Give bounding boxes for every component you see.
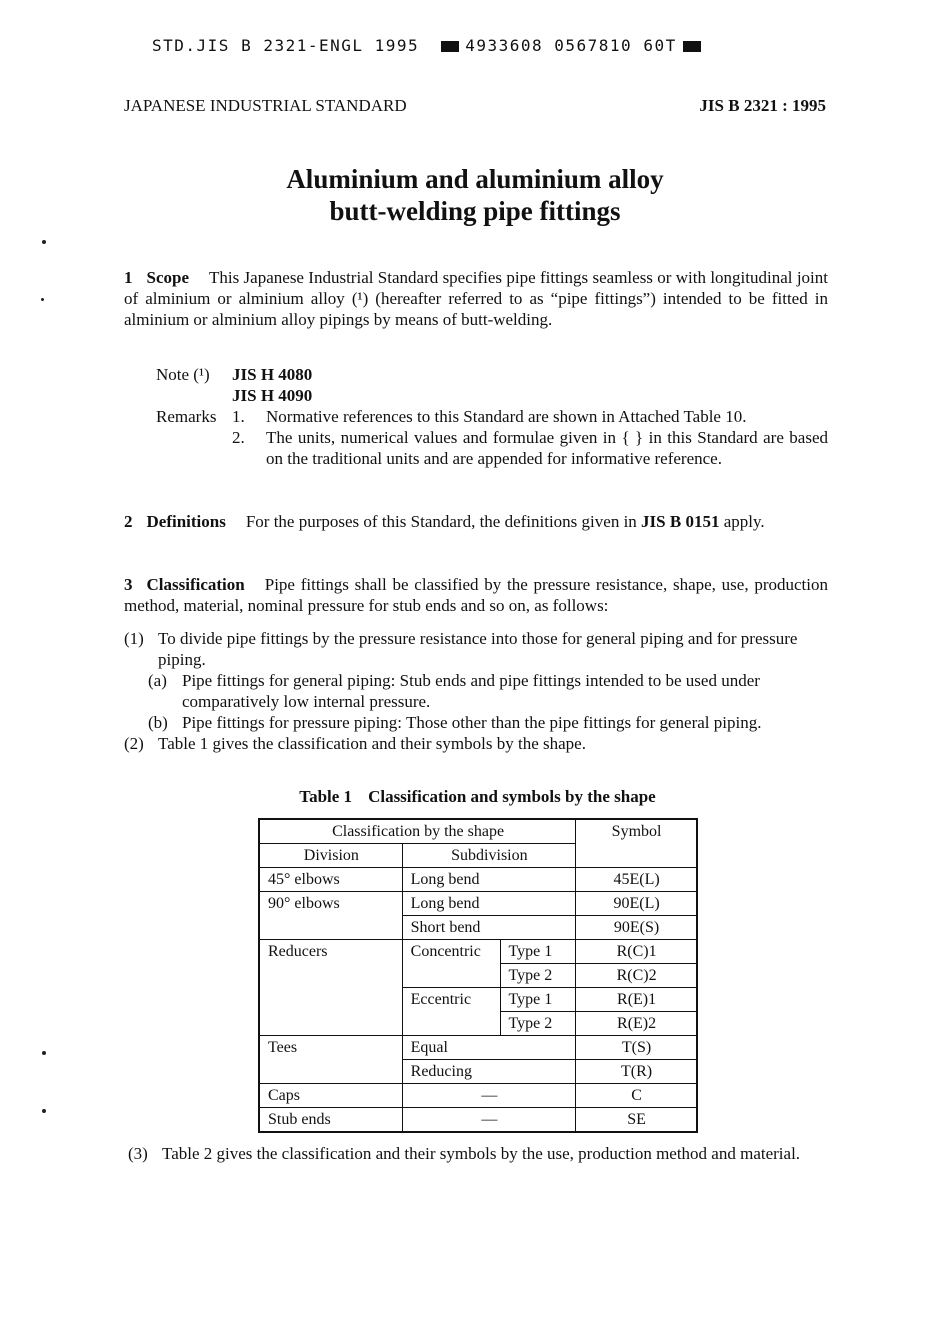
section-classification <box>124 574 828 616</box>
division-cell: Tees <box>259 1036 402 1084</box>
black-bar-mark <box>441 41 459 52</box>
document-title <box>0 163 950 227</box>
header-symbol: Symbol <box>576 819 697 868</box>
list-item <box>124 628 828 670</box>
symbol-cell: 45E(L) <box>576 868 697 892</box>
list-item <box>124 712 828 733</box>
table-title: Classification and symbols by the shape <box>368 787 656 806</box>
list-text: Pipe fittings for general piping: Stub ends and pipe fittings intended to be used under comparatively low internal pressure. <box>182 671 760 711</box>
table-header-row <box>259 819 697 844</box>
list-text: Table 2 gives the classification and their symbols by the use, production method and material. <box>162 1144 801 1163</box>
subdivision-cell: — <box>402 1108 575 1133</box>
division-cell: Reducers <box>259 940 402 1036</box>
symbol-cell: 90E(S) <box>576 916 697 940</box>
type-cell: Type 1 <box>500 940 576 964</box>
remark-text: The units, numerical values and formulae given in { } in this Standard are based on the traditional units and are appended for informative reference. <box>266 428 828 468</box>
division-cell: Caps <box>259 1084 402 1108</box>
section-text-end: apply. <box>723 512 765 531</box>
scan-speck <box>42 1109 46 1113</box>
black-bar-mark <box>683 41 701 52</box>
division-cell: 90° elbows <box>259 892 402 940</box>
type-cell: Type 1 <box>500 988 576 1012</box>
list-marker: (2) <box>124 734 144 753</box>
section-text: For the purposes of this Standard, the definitions given in <box>245 512 637 531</box>
type-cell: Type 2 <box>500 1012 576 1036</box>
document-id-line <box>152 36 752 55</box>
symbol-cell: T(S) <box>576 1036 697 1060</box>
table-row <box>259 868 697 892</box>
symbol-cell: R(E)2 <box>576 1012 697 1036</box>
table-row <box>259 1108 697 1133</box>
remarks-block <box>156 406 828 469</box>
section-heading: Classification <box>146 575 245 594</box>
table-row <box>259 892 697 916</box>
table-row <box>259 940 697 964</box>
list-marker: (3) <box>128 1144 148 1163</box>
symbol-cell: C <box>576 1084 697 1108</box>
standard-number: JIS B 2321 : 1995 <box>699 96 826 115</box>
symbol-cell: 90E(L) <box>576 892 697 916</box>
scan-speck <box>42 240 46 244</box>
classification-list-continued <box>128 1143 832 1164</box>
section-number: 3 <box>124 575 133 594</box>
symbol-cell: R(E)1 <box>576 988 697 1012</box>
subdivision-cell: Eccentric <box>402 988 500 1036</box>
list-item <box>128 1143 832 1164</box>
header-division: Division <box>259 844 402 868</box>
remark-number: 1. <box>232 407 245 426</box>
section-number: 1 <box>124 268 133 287</box>
subdivision-cell: Long bend <box>402 892 575 916</box>
list-text: To divide pipe fittings by the pressure resistance into those for general piping and for pressure piping. <box>158 629 798 669</box>
header-classification: Classification by the shape <box>259 819 576 844</box>
remark-number: 2. <box>232 428 245 447</box>
remark-item <box>156 427 828 469</box>
subdivision-cell: Reducing <box>402 1060 575 1084</box>
standard-body-label: JAPANESE INDUSTRIAL STANDARD <box>124 96 407 115</box>
section-heading: Scope <box>146 268 189 287</box>
subdivision-cell: Concentric <box>402 940 500 988</box>
subdivision-cell: Long bend <box>402 868 575 892</box>
type-cell: Type 2 <box>500 964 576 988</box>
remark-text: Normative references to this Standard are shown in Attached Table 10. <box>266 407 747 426</box>
division-cell: Stub ends <box>259 1108 402 1133</box>
symbol-cell: SE <box>576 1108 697 1133</box>
table-caption <box>0 787 950 807</box>
section-scope <box>124 267 828 330</box>
note-label: Note (¹) <box>156 365 210 384</box>
list-item <box>124 670 828 712</box>
list-marker: (1) <box>124 629 144 648</box>
symbol-cell: R(C)1 <box>576 940 697 964</box>
scan-speck <box>42 1051 46 1055</box>
section-text: Pipe fittings shall be classified by the pressure resistance, shape, use, production method, material, nominal pressure for stub ends and so on, as follows: <box>124 575 828 615</box>
list-item <box>124 733 828 754</box>
classification-list <box>124 628 828 754</box>
remarks-label: Remarks <box>156 407 217 426</box>
division-cell: 45° elbows <box>259 868 402 892</box>
remark-item <box>156 406 828 427</box>
scope-note <box>156 364 312 406</box>
list-marker: (a) <box>148 671 167 690</box>
standard-reference: JIS B 0151 <box>641 512 720 531</box>
note-reference: JIS H 4080 <box>232 365 313 384</box>
list-marker: (b) <box>148 713 168 732</box>
list-text: Table 1 gives the classification and their symbols by the shape. <box>158 734 586 753</box>
barcode-number: 4933608 0567810 60T <box>465 36 677 55</box>
table-number: Table 1 <box>299 787 353 806</box>
title-line-1: Aluminium and aluminium alloy <box>286 164 664 194</box>
classification-table <box>258 818 698 1133</box>
section-heading: Definitions <box>146 512 226 531</box>
subdivision-cell: — <box>402 1084 575 1108</box>
title-line-2: butt-welding pipe fittings <box>329 196 621 226</box>
document-code: STD.JIS B 2321-ENGL 1995 <box>152 36 420 55</box>
symbol-cell: R(C)2 <box>576 964 697 988</box>
section-definitions <box>124 511 828 532</box>
subdivision-cell: Equal <box>402 1036 575 1060</box>
scan-speck <box>41 298 44 301</box>
table-row <box>259 1036 697 1060</box>
table-row <box>259 1084 697 1108</box>
section-text: This Japanese Industrial Standard specifies pipe fittings seamless or with longitudinal joint of alminium or alminium alloy (¹) (hereafter referred to as “pipe fittings”) intended to be fitted in alminium or alminium alloy pipings by means of butt-welding. <box>124 268 828 329</box>
header-subdivision: Subdivision <box>402 844 575 868</box>
symbol-cell: T(R) <box>576 1060 697 1084</box>
section-number: 2 <box>124 512 133 531</box>
list-text: Pipe fittings for pressure piping: Those other than the pipe fittings for general piping. <box>182 713 762 732</box>
subdivision-cell: Short bend <box>402 916 575 940</box>
note-reference: JIS H 4090 <box>232 386 313 405</box>
